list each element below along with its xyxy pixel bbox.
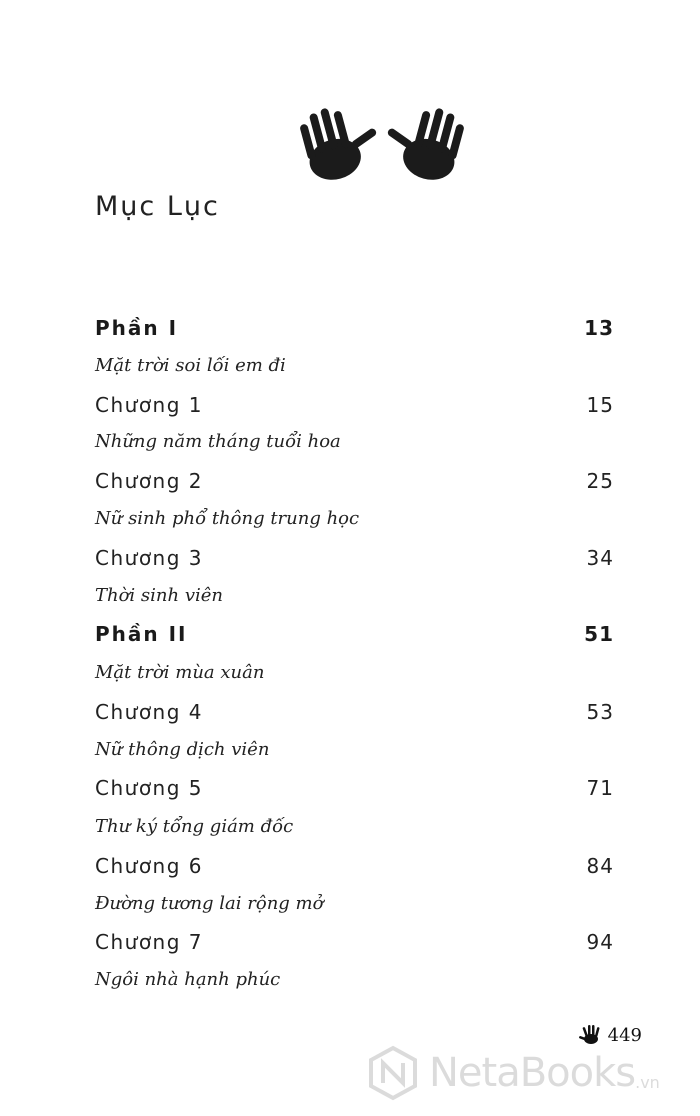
toc-part: [95, 617, 614, 651]
toc-page-number: 51: [584, 622, 614, 646]
toc-page-number: 71: [586, 776, 614, 800]
toc-subtitle: [95, 349, 614, 383]
toc-label: Phần I: [95, 316, 179, 340]
toc-subtitle: [95, 963, 614, 997]
toc-chapter: [95, 388, 614, 422]
toc-label: Thư ký tổng giám đốc: [95, 816, 294, 837]
watermark: [365, 1040, 660, 1106]
page-number: 449: [607, 1024, 642, 1046]
toc-page-number: 34: [586, 546, 614, 570]
toc-label: Chương 3: [95, 546, 204, 570]
toc-label: Phần II: [95, 622, 188, 646]
toc-page-number: 13: [584, 316, 614, 340]
toc-label: Chương 4: [95, 700, 204, 724]
toc-label: Mặt trời soi lối em đi: [95, 355, 286, 376]
handprints-icon: [282, 100, 482, 190]
watermark-text: NetaBooks: [429, 1050, 636, 1096]
toc-chapter: [95, 849, 614, 883]
toc-label: Đường tương lai rộng mở: [95, 893, 324, 914]
toc-label: Mặt trời mùa xuân: [95, 662, 265, 683]
toc-label: Chương 2: [95, 469, 204, 493]
toc-chapter: [95, 925, 614, 959]
toc-chapter: [95, 464, 614, 498]
toc-page-number: 15: [586, 393, 614, 417]
toc-page-number: 53: [586, 700, 614, 724]
toc-label: Ngôi nhà hạnh phúc: [95, 969, 281, 990]
toc-label: Nữ sinh phổ thông trung học: [95, 508, 360, 529]
toc-label: Chương 5: [95, 776, 204, 800]
toc-subtitle: [95, 810, 614, 844]
toc-subtitle: [95, 656, 614, 690]
toc-chapter: [95, 541, 614, 575]
toc-part: [95, 311, 614, 345]
toc-subtitle: [95, 887, 614, 921]
toc-subtitle: [95, 502, 614, 536]
toc-page-number: 25: [586, 469, 614, 493]
toc-subtitle: [95, 579, 614, 613]
toc-label: Nữ thông dịch viên: [95, 739, 270, 760]
watermark-suffix: .vn: [635, 1073, 660, 1092]
toc-page-number: 84: [586, 854, 614, 878]
toc-subtitle: [95, 425, 614, 459]
toc-label: Chương 7: [95, 930, 204, 954]
toc-label: Thời sinh viên: [95, 585, 223, 606]
netabooks-logo-icon: [365, 1045, 421, 1101]
page-title: Mục Lục: [95, 191, 220, 222]
toc-chapter: [95, 771, 614, 805]
toc-label: Chương 6: [95, 854, 204, 878]
toc-chapter: [95, 695, 614, 729]
toc-page-number: 94: [586, 930, 614, 954]
toc-label: Chương 1: [95, 393, 204, 417]
toc-label: Những năm tháng tuổi hoa: [95, 431, 341, 452]
toc-subtitle: [95, 733, 614, 767]
